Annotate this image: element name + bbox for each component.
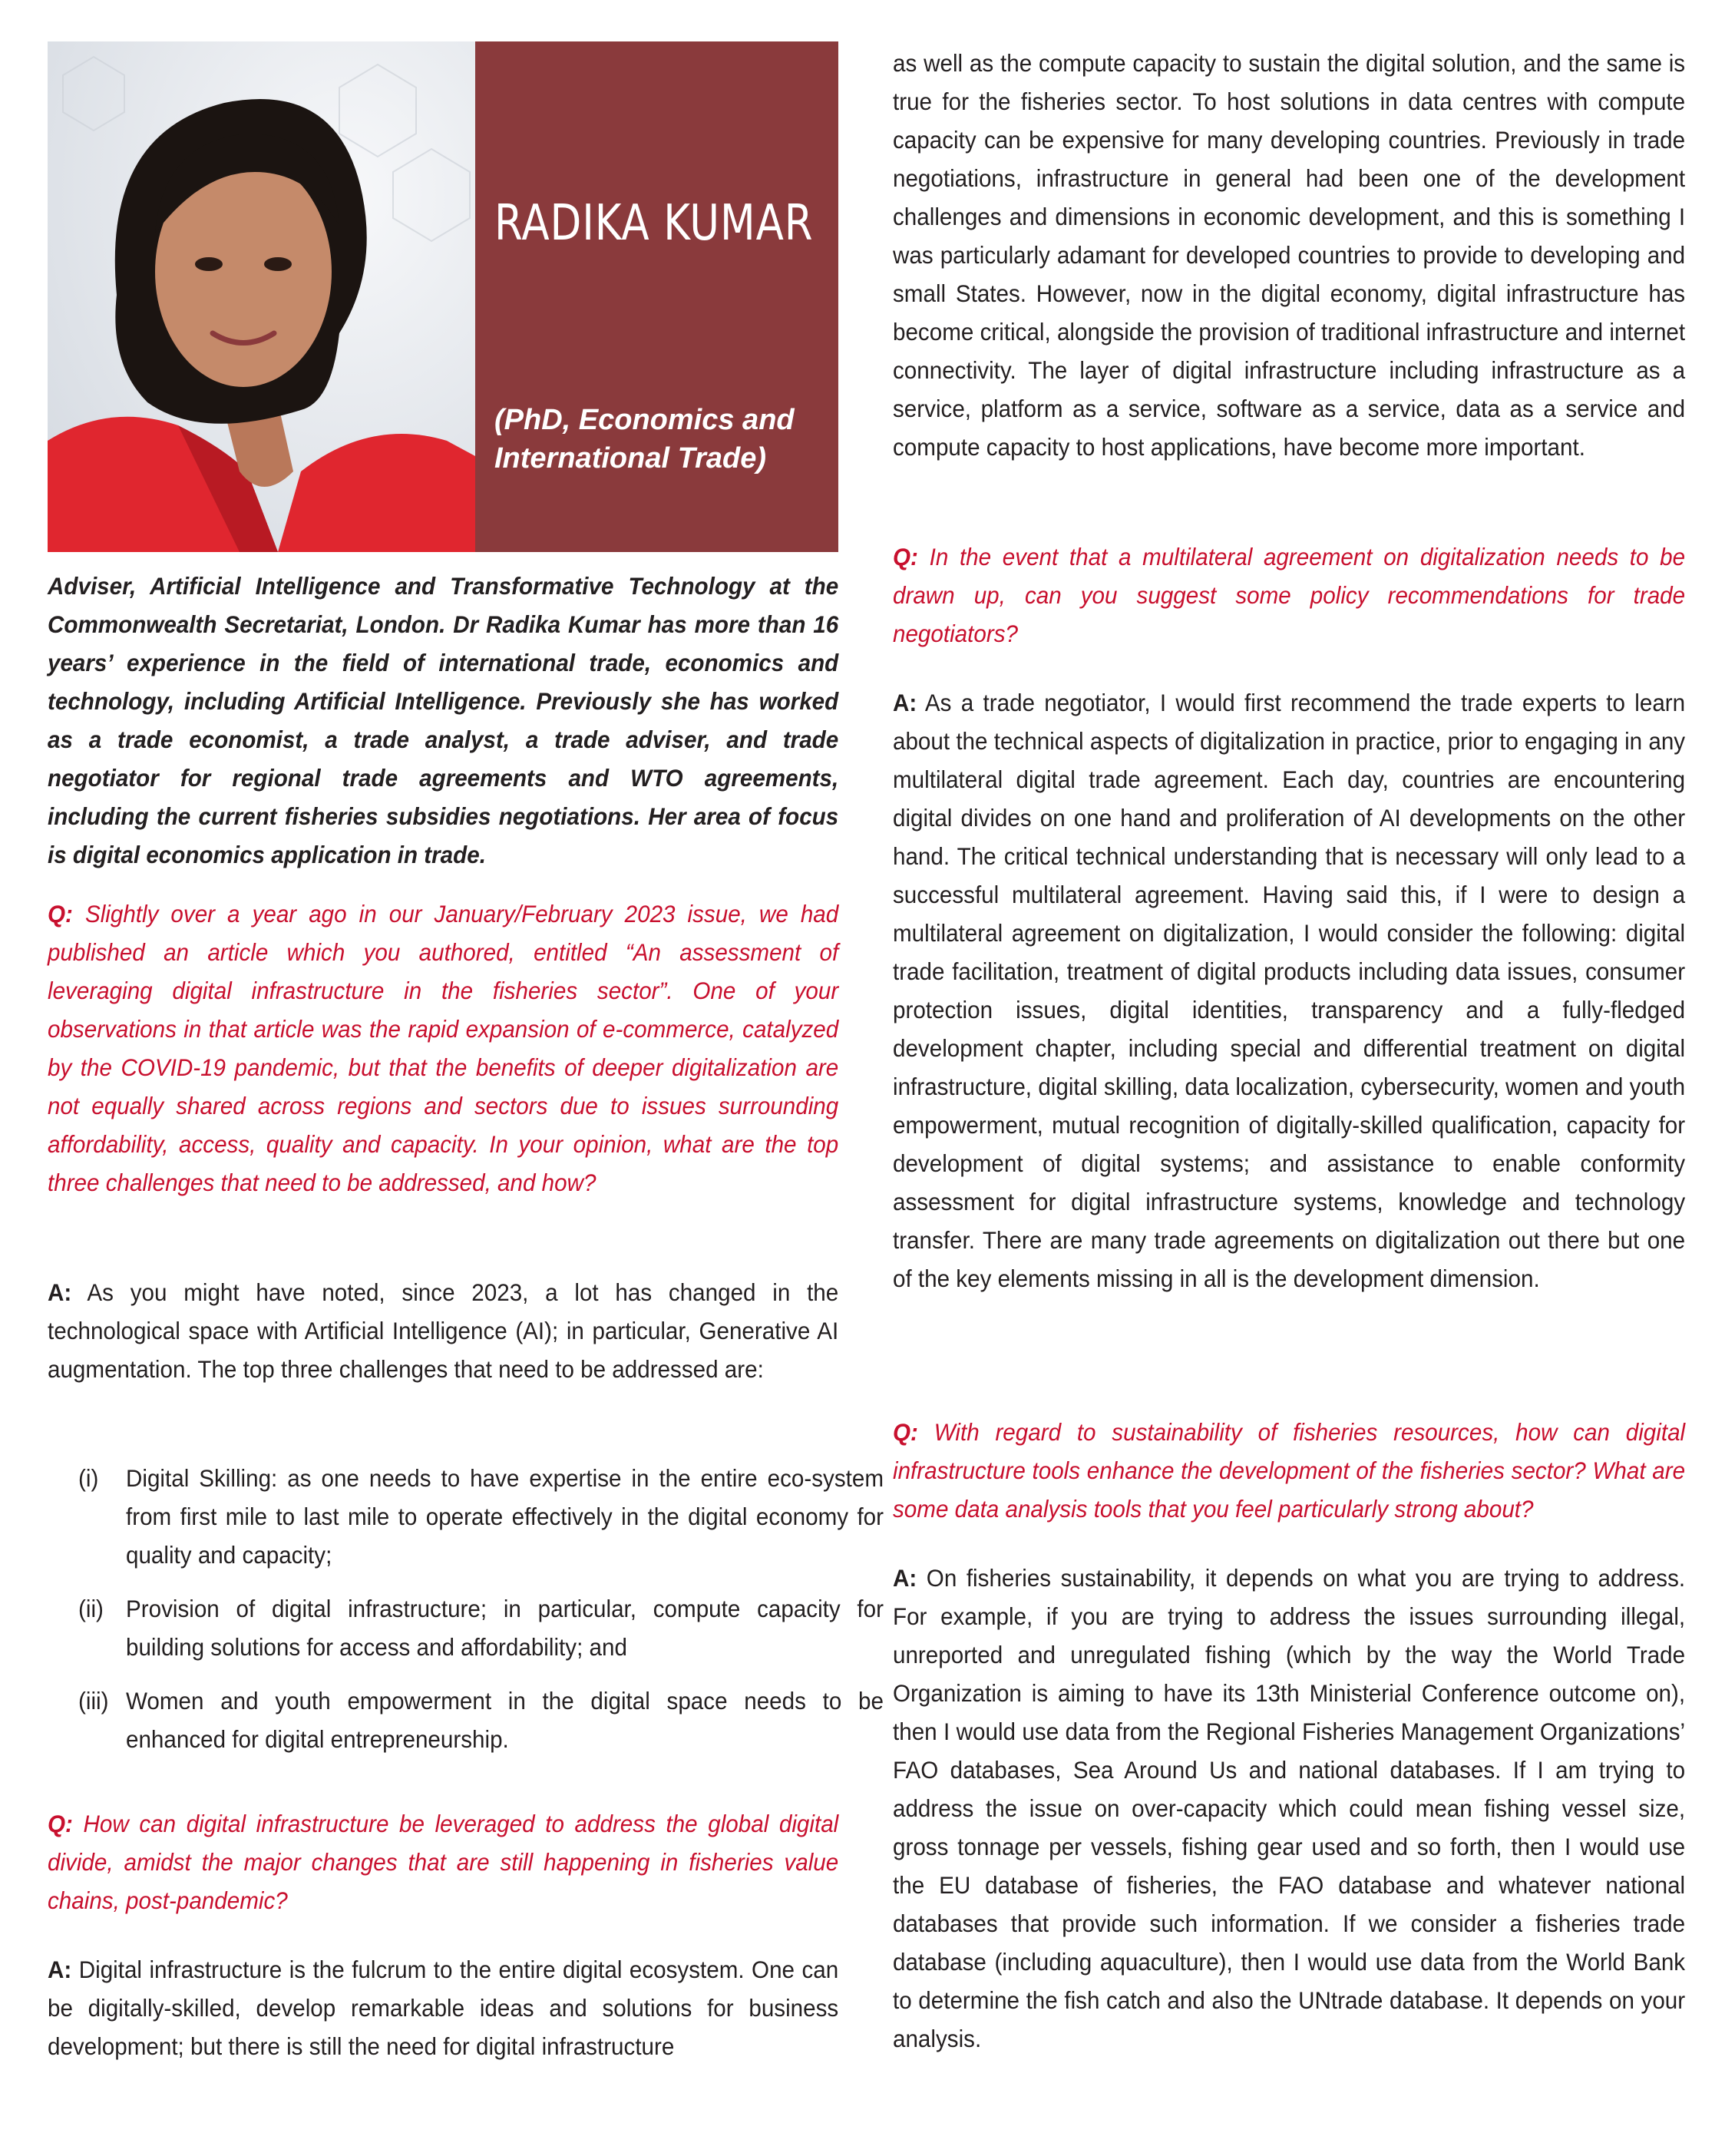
answer-1 [48,1273,838,1388]
question-3 [893,537,1685,653]
question-2-text: How can digital infrastructure be leveraged to address the global digital divide, amidst the major changes that are still happening in fisheries value chains, post-pandemic? [48,1810,839,1914]
list-item-text: Provision of digital infrastructure; in particular, compute capacity for building solutions for access and affordability; and [126,1595,884,1661]
list-item-text: Digital Skilling: as one needs to have expertise in the entire eco-system from first mile to last mile to operate effectively in the digital economy for quality and capacity; [126,1464,884,1569]
list-item-number: (ii) [78,1595,104,1622]
list-item [78,1681,932,1758]
list-item [78,1459,932,1574]
challenges-list [78,1459,932,1758]
answer-2-part1 [48,1950,838,2065]
list-item-number: (iii) [78,1687,109,1715]
q-label: Q: [893,543,918,570]
a-label: A: [893,1564,917,1592]
answer-3 [893,683,1685,1298]
question-4-text: With regard to sustainability of fisheries resources, how can digital infrastructure tools enhance the development of the fisheries sector? What are some data analysis tools that you feel particularly strong about? [893,1418,1686,1523]
q-label: Q: [48,1810,73,1837]
q-label: Q: [893,1418,918,1446]
question-1 [48,894,838,1202]
answer-1-text: As you might have noted, since 2023, a lot has changed in the technological space with Artificial Intelligence (AI); in particular, Generative AI augmentation. The top three challenges that need to be addressed are: [48,1278,839,1383]
q-label: Q: [48,900,73,928]
a-label: A: [48,1278,72,1306]
a-label: A: [48,1956,72,1983]
person-name: RADIKA KUMAR [494,195,814,252]
bio-paragraph: Adviser, Artificial Intelligence and Transformative Technology at the Commonwealth Secretariat, London. Dr Radika Kumar has more than 16 years’ experience in the field of international trade, economics and technology, including Artificial Intelligence. Previously she has worked as a trade economist, a trade analyst, a trade adviser, and trade negotiator for regional trade agreements and WTO agreements, including the current fisheries subsidies negotiations. Her area of focus is digital economics application in trade. [48,572,839,868]
list-item-text: Women and youth empowerment in the digital space needs to be enhanced for digital entrepreneurship. [126,1687,884,1753]
answer-2-text-part1: Digital infrastructure is the fulcrum to the entire digital ecosystem. One can be digitally-skilled, develop remarkable ideas and solutions for business development; but there is still the need for digital infrastructure [48,1956,839,2060]
answer-3-text: As a trade negotiator, I would first recommend the trade experts to learn about the technical aspects of digitalization in practice, prior to engaging in any multilateral digital trade agreement. Each day, countries are encountering digital divides on one hand and proliferation of AI developments on the other hand. The critical technical understanding that is necessary will only lead to a successful multilateral agreement. Having said this, if I were to design a multilateral agreement on digitalization, I would consider the following: digital trade facilitation, treatment of digital products including data issues, consumer protection issues, digital identities, transparency and a fully-fledged development chapter, including special and differential treatment on digital infrastructure, digital skilling, data localization, cybersecurity, women and youth empowerment, mutual recognition of digitally-skilled qualification, capacity for development of digital systems; and assistance to enable conformity assessment for digital infrastructure systems, knowledge and technology transfer. There are many trade agreements on digitalization out there but one of the key elements missing in all is the development dimension. [893,689,1686,1292]
question-1-text: Slightly over a year ago in our January/February 2023 issue, we had published an article which you authored, entitled “An assessment of leveraging digital infrastructure in the fisheries sector”. One of your observations in that article was the rapid expansion of e-commerce, catalyzed by the COVID-19 pandemic, but that the benefits of deeper digitalization are not equally shared across regions and sectors due to issues surrounding affordability, access, quality and capacity. In your opinion, what are the top three challenges that need to be addressed, and how? [48,900,839,1196]
list-item-number: (i) [78,1464,99,1492]
answer-2-part2: as well as the compute capacity to sustain the digital solution, and the same is true for the fisheries sector. To host solutions in data centres with compute capacity can be expensive for many developing countries. Previously in trade negotiations, infrastructure in general had been one of the development challenges and dimensions in economic development, and this is something I was particularly adamant for developed countries to provide to developing and small States. However, now in the digital economy, digital infrastructure has become critical, alongside the provision of traditional infrastructure and internet connectivity. The layer of digital infrastructure including infrastructure as a service, platform as a service, software as a service, data as a service and compute capacity to host applications, have become more important. [893,49,1686,461]
question-3-text: In the event that a multilateral agreement on digitalization needs to be drawn up, can you suggest some policy recommendations for trade negotiators? [893,543,1686,647]
a-label: A: [893,689,917,716]
person-credentials: (PhD, Economics and International Trade) [494,404,795,475]
answer-4-text: On fisheries sustainability, it depends on what you are trying to address. For example, if you are trying to address the issues surrounding illegal, unreported and unregulated fishing (which by the way the World Trade Organization is aiming to have its 13th Ministerial Conference outcome on), then I would use data from the Regional Fisheries Management Organizations’ FAO databases, Sea Around Us and national databases. If I am trying to address the issue on over-capacity which could mean fishing vessel size, gross tonnage per vessels, fishing gear used and so forth, then I would use the EU database of fisheries, the FAO database and whatever national databases that provide such information. If we consider a fisheries trade database (including aquaculture), then I would use data from the World Bank to determine the fish catch and also the UNtrade database. It depends on your analysis. [893,1564,1686,2052]
list-item [78,1589,932,1666]
portrait-illustration [48,41,475,552]
question-4 [893,1413,1685,1528]
question-2 [48,1804,838,1920]
answer-4 [893,1559,1685,2058]
name-panel [475,41,838,552]
portrait-photo [48,41,475,552]
